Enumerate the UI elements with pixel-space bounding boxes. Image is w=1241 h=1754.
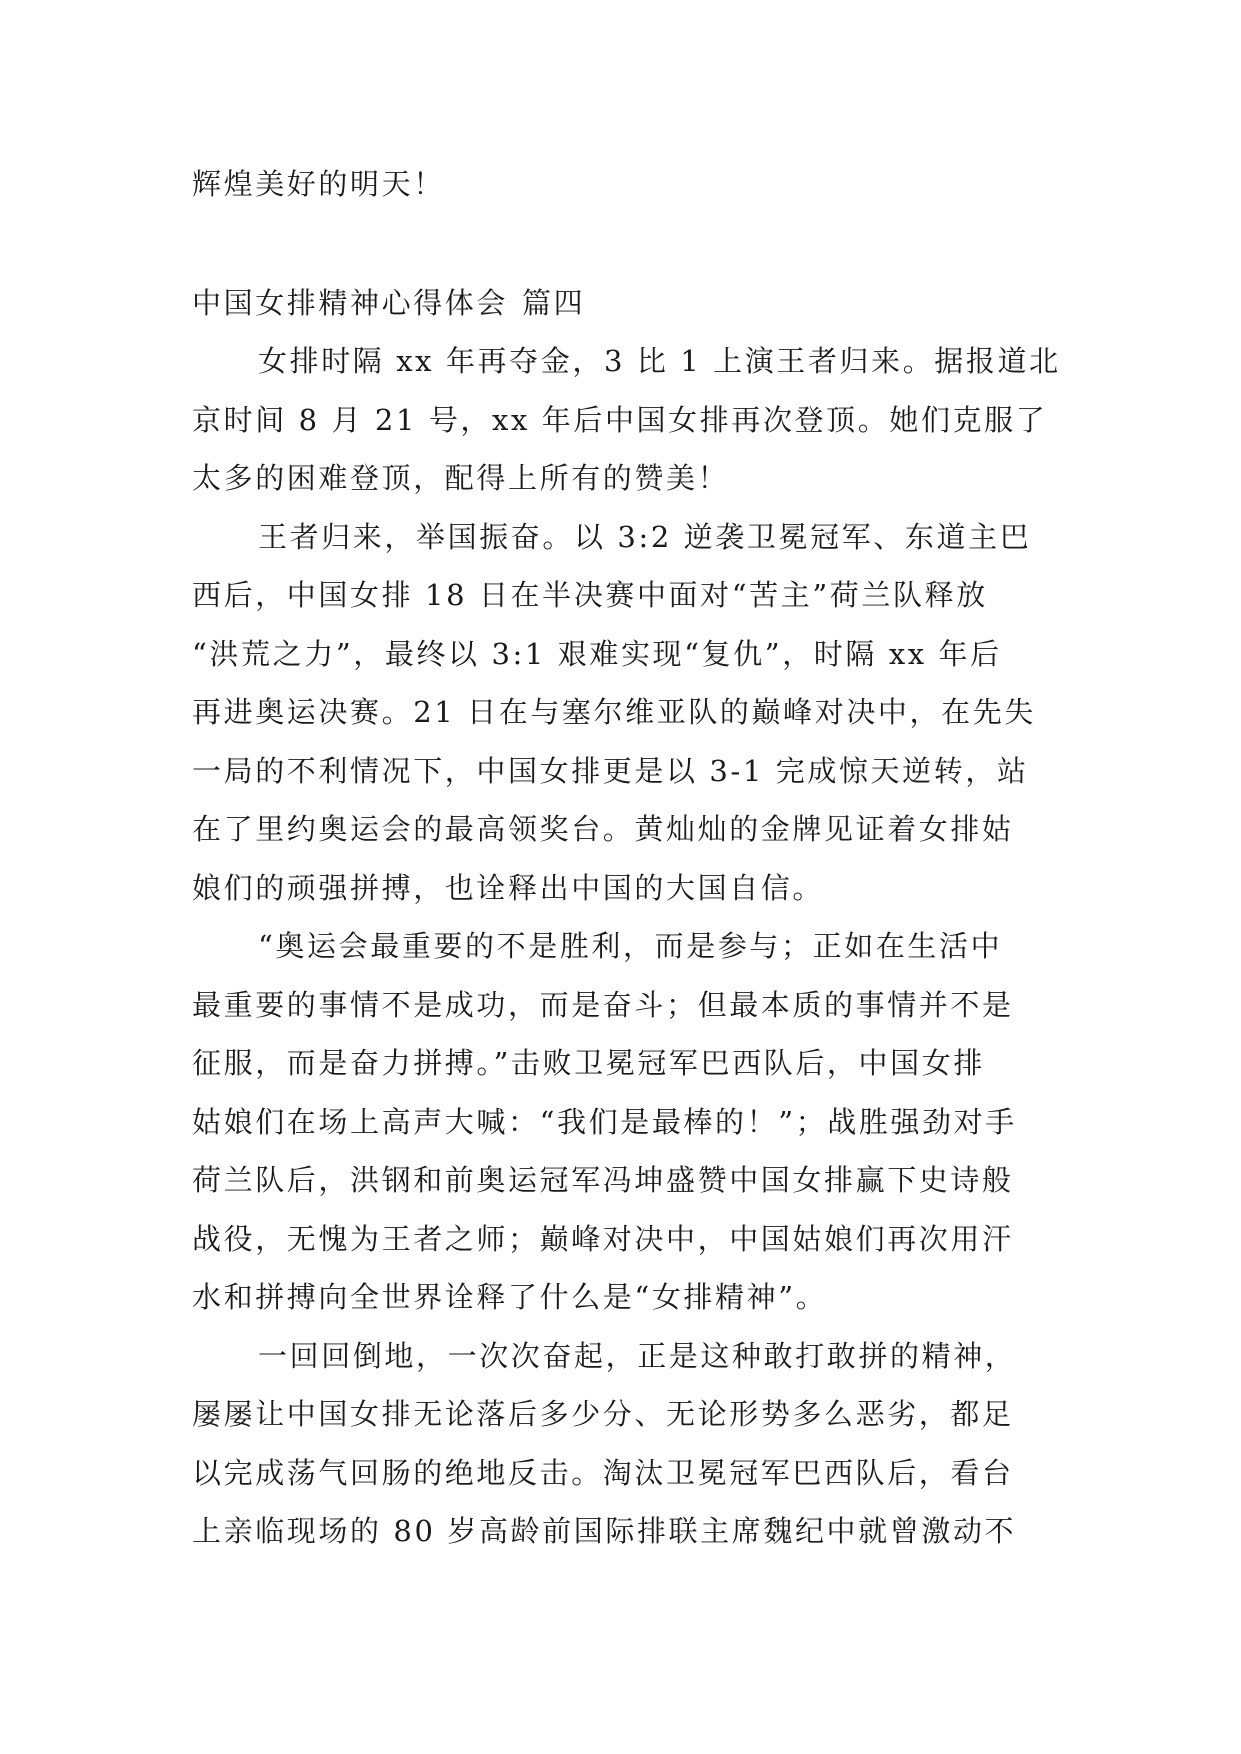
paragraph-line: “奥运会最重要的不是胜利，而是参与；正如在生活中 (258, 929, 1003, 963)
paragraph-line: “洪荒之力”，最终以 3:1 艰难实现“复仇”，时隔 xx 年后 (192, 636, 1002, 671)
section-gap (192, 214, 1054, 274)
paragraph-line: 征服，而是奋力拼搏。”击败卫冕冠军巴西队后，中国女排 (192, 1046, 985, 1080)
section-part-label: 篇四 (522, 285, 586, 320)
section-title: 中国女排精神心得体会 (192, 285, 509, 320)
section-heading (192, 274, 1054, 333)
paragraph-3 (192, 917, 1054, 1327)
paragraph-line: 女排时隔 xx 年再夺金，3 比 1 上演王者归来。据报道北 (258, 344, 1061, 378)
paragraph-1 (192, 332, 1061, 508)
paragraph-line: 再进奥运决赛。21 日在与塞尔维亚队的巅峰对决中，在先失 (192, 695, 1036, 729)
paragraph-line: 西后，中国女排 18 日在半决赛中面对“苦主”荷兰队释放 (192, 578, 988, 612)
paragraph-line: 一回回倒地，一次次奋起，正是这种敢打敢拼的精神， (258, 1338, 1017, 1373)
paragraph-line: 一局的不利情况下，中国女排更是以 3-1 完成惊天逆转，站 (192, 753, 1029, 788)
paragraph-line: 上亲临现场的 80 岁高龄前国际排联主席魏纪中就曾激动不 (192, 1514, 1017, 1548)
document-body (192, 155, 1061, 1561)
paragraph-line: 水和拼搏向全世界诠释了什么是“女排精神”。 (192, 1280, 828, 1314)
paragraph-line: 屡屡让中国女排无论落后多少分、无论形势多么恶劣，都足 (192, 1397, 1014, 1431)
intro-line: 辉煌美好的明天！ (192, 167, 445, 201)
paragraph-line: 荷兰队后，洪钢和前奥运冠军冯坤盛赞中国女排赢下史诗般 (192, 1163, 1014, 1197)
paragraph-line: 京时间 8 月 21 号，xx 年后中国女排再次登顶。她们克服了 (192, 402, 1048, 437)
paragraph-2 (192, 508, 1054, 918)
paragraph-line: 太多的困难登顶，配得上所有的赞美！ (192, 461, 730, 495)
paragraph-4 (192, 1327, 1054, 1561)
paragraph-line: 战役，无愧为王者之师；巅峰对决中，中国姑娘们再次用汗 (192, 1221, 1014, 1256)
paragraph-line: 王者归来，举国振奋。以 3:2 逆袭卫冕冠军、东道主巴 (258, 519, 1032, 554)
paragraph-line: 最重要的事情不是成功，而是奋斗；但最本质的事情并不是 (192, 987, 1014, 1022)
paragraph-line: 姑娘们在场上高声大喊：“我们是最棒的！”；战胜强劲对手 (192, 1104, 1017, 1139)
paragraph-line: 以完成荡气回肠的绝地反击。淘汰卫冕冠军巴西队后，看台 (192, 1455, 1014, 1490)
paragraph-line: 娘们的顽强拼搏，也诠释出中国的大国自信。 (192, 870, 825, 905)
paragraph-line: 在了里约奥运会的最高领奖台。黄灿灿的金牌见证着女排姑 (192, 812, 1014, 846)
